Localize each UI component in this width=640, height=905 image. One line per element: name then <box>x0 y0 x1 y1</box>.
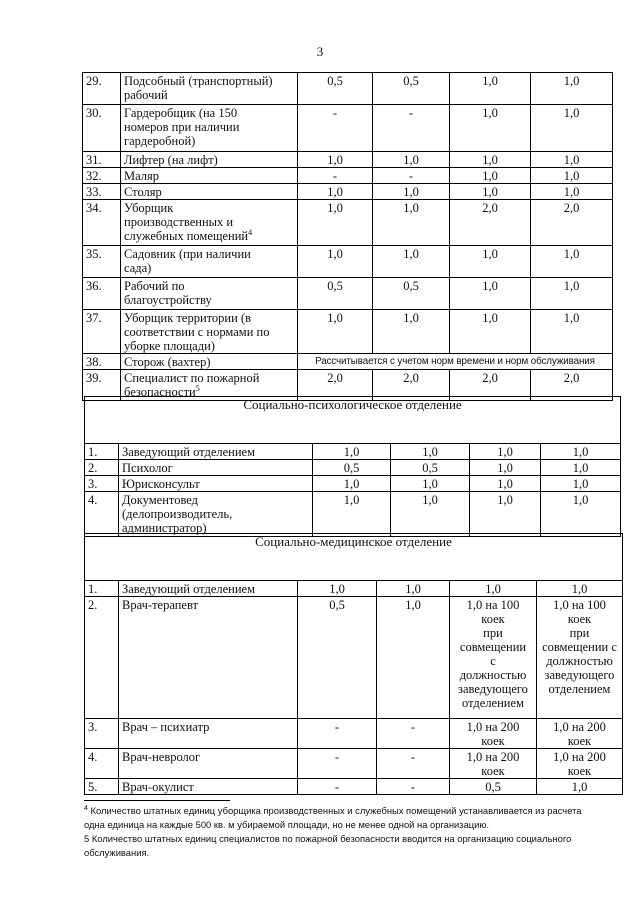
staff-units-cell: 1,0 <box>450 168 531 184</box>
staff-units-cell: 0,5 <box>450 779 537 795</box>
staff-units-line <box>540 750 619 764</box>
table-row <box>85 581 623 597</box>
footnote-separator <box>84 800 230 801</box>
staff-units-cell: 2,0 <box>450 200 531 246</box>
staff-units-cell <box>537 749 623 779</box>
calculation-note: Рассчитывается с учетом норм времени и норм обслуживания <box>298 354 613 370</box>
row-number: 4. <box>85 492 119 537</box>
staff-units-line <box>453 598 533 612</box>
position-name-line <box>124 201 294 215</box>
row-number: 2. <box>85 597 119 719</box>
staff-units-line <box>453 654 533 668</box>
position-name-line <box>124 355 294 369</box>
staff-units-line <box>540 654 619 668</box>
staff-units-cell <box>450 597 537 719</box>
position-name-line <box>122 507 309 521</box>
section-header-row <box>85 397 621 444</box>
table-row <box>85 444 621 460</box>
position-name-text: Сторож (вахтер) <box>124 355 211 369</box>
position-name-text: Специалист по пожарной <box>124 371 260 385</box>
footnote-ref: 5 <box>195 383 200 393</box>
staff-units-text: коек <box>567 764 592 778</box>
staff-units-cell <box>537 597 623 719</box>
staff-units-text: заведующего <box>544 668 615 682</box>
staff-units-text: отделением <box>462 696 524 710</box>
staff-units-cell: 1,0 <box>531 246 613 278</box>
position-name-line <box>122 720 294 734</box>
position-name-text: (делопроизводитель, <box>122 507 233 521</box>
staff-units-line <box>453 734 533 748</box>
row-number: 5. <box>85 779 119 795</box>
staff-units-cell: 1,0 <box>450 310 531 354</box>
position-name <box>121 168 298 184</box>
position-name-text: Маляр <box>124 169 160 183</box>
staff-units-cell: - <box>298 749 377 779</box>
staff-units-text: при <box>483 626 503 640</box>
position-name <box>119 476 313 492</box>
staff-units-cell: - <box>298 719 377 749</box>
staff-units-cell: 0,5 <box>298 278 373 310</box>
staff-units-text: с <box>490 654 496 668</box>
staff-units-cell: 1,0 <box>541 444 621 460</box>
staff-units-text: 1,0 на 200 <box>553 750 606 764</box>
footnote-line: одна единица на каждые 500 кв. м убираемой площади, но не менее одной на организацию. <box>84 819 490 830</box>
position-name <box>119 492 313 537</box>
row-number: 35. <box>83 246 121 278</box>
staff-units-text: при <box>569 626 590 640</box>
position-name-line <box>122 445 309 459</box>
position-name-line <box>122 461 309 475</box>
staff-units-cell: 1,0 <box>450 73 531 105</box>
staff-units-cell: 1,0 <box>313 476 391 492</box>
position-name-line <box>124 247 294 261</box>
staff-units-line <box>453 682 533 696</box>
staff-units-cell: 1,0 <box>373 310 450 354</box>
position-name <box>121 246 298 278</box>
position-name-line <box>124 74 294 88</box>
position-name-text: Заведующий отделением <box>122 582 256 596</box>
table-row <box>83 168 613 184</box>
staff-units-line <box>540 682 619 696</box>
row-number: 1. <box>85 444 119 460</box>
table-row <box>83 278 613 310</box>
staff-units-cell: 0,5 <box>313 460 391 476</box>
row-number: 36. <box>83 278 121 310</box>
staff-units-cell: 1,0 <box>450 152 531 168</box>
table-row <box>83 73 613 105</box>
staff-units-text: коек <box>481 612 505 626</box>
table-row <box>83 246 613 278</box>
position-name-text: Психолог <box>122 461 173 475</box>
position-name-text: Юрисконсульт <box>122 477 200 491</box>
staff-units-cell: 1,0 <box>313 444 391 460</box>
staff-units-text: коек <box>481 764 505 778</box>
footnotes <box>84 800 624 860</box>
position-name-line <box>124 311 294 325</box>
staff-units-line <box>540 598 619 612</box>
staff-units-cell: 0,5 <box>373 73 450 105</box>
staff-units-text: коек <box>567 612 592 626</box>
staff-units-line <box>453 626 533 640</box>
staff-table-social-medical <box>84 533 623 795</box>
position-name <box>119 779 298 795</box>
staff-units-cell: 1,0 <box>450 246 531 278</box>
staff-units-cell <box>537 719 623 749</box>
staff-units-cell: - <box>298 105 373 152</box>
position-name-text: соответствии с нормами по <box>124 325 270 339</box>
table-row <box>85 460 621 476</box>
position-name-text: уборке площади) <box>124 339 215 353</box>
staff-units-cell <box>450 749 537 779</box>
position-name-text: номеров при наличии <box>124 120 240 134</box>
row-number: 39. <box>83 370 121 401</box>
staff-units-cell: 1,0 <box>531 168 613 184</box>
position-name-line <box>124 371 294 385</box>
row-number: 30. <box>83 105 121 152</box>
position-name-line <box>122 477 309 491</box>
position-name-line <box>124 261 294 275</box>
staff-units-cell: 1,0 <box>377 597 450 719</box>
staff-units-cell: - <box>298 779 377 795</box>
staff-units-cell: 2,0 <box>373 370 450 401</box>
staff-units-line <box>540 640 619 654</box>
table-row <box>83 200 613 246</box>
position-name-text: Уборщик <box>124 201 174 215</box>
position-name-line <box>124 88 294 102</box>
staff-units-cell: - <box>373 168 450 184</box>
footnote-line: Количество штатных единиц уборщика производственных и служебных помещений устанавливается из расчета <box>90 805 582 816</box>
row-number: 3. <box>85 476 119 492</box>
position-name-text: благоустройству <box>124 293 212 307</box>
staff-units-cell: 1,0 <box>470 460 541 476</box>
staff-units-cell: 1,0 <box>373 246 450 278</box>
staff-units-cell: 1,0 <box>470 476 541 492</box>
staff-units-cell: 1,0 <box>470 492 541 537</box>
staff-units-line <box>453 720 533 734</box>
position-name-line <box>124 106 294 120</box>
position-name-text: сада) <box>124 261 152 275</box>
position-name <box>121 152 298 168</box>
staff-units-text: коек <box>481 734 505 748</box>
staff-units-text: отделением <box>548 682 611 696</box>
position-name-line <box>124 120 294 134</box>
staff-units-cell: 1,0 <box>531 105 613 152</box>
staff-units-cell: 1,0 <box>531 310 613 354</box>
staff-units-line <box>453 764 533 778</box>
staff-units-line <box>540 764 619 778</box>
position-name <box>121 105 298 152</box>
position-name-text: Документовед <box>122 493 199 507</box>
staff-units-text: 1,0 на 100 <box>466 598 520 612</box>
position-name-line <box>124 293 294 307</box>
staff-units-text: совмещении <box>459 640 527 654</box>
staff-units-cell: 1,0 <box>298 152 373 168</box>
position-name-line <box>122 493 309 507</box>
position-name-line <box>124 339 294 353</box>
table-row <box>85 719 623 749</box>
staff-units-cell: 1,0 <box>541 476 621 492</box>
table-row <box>85 597 623 719</box>
position-name <box>119 460 313 476</box>
footnote-mark: 5 <box>84 833 90 844</box>
staff-units-text: совмещении с <box>542 640 617 654</box>
section-title: Социально-медицинское отделение <box>85 534 623 581</box>
row-number: 34. <box>83 200 121 246</box>
staff-units-cell: - <box>377 779 450 795</box>
footnote-line: Количество штатных единиц специалистов по пожарной безопасности вводится на организацию социального <box>91 833 572 844</box>
staff-units-text: 1,0 на 200 <box>466 720 520 734</box>
section-header-row <box>85 534 623 581</box>
position-name-text: Столяр <box>124 185 162 199</box>
table-row <box>83 184 613 200</box>
row-number: 37. <box>83 310 121 354</box>
staff-units-cell: 1,0 <box>450 105 531 152</box>
footnote-line: обслуживания. <box>84 847 150 858</box>
position-name-text: Гардеробщик (на 150 <box>124 106 238 120</box>
staff-units-cell: 1,0 <box>450 278 531 310</box>
position-name-line <box>124 229 294 243</box>
position-name-text: производственных и <box>124 215 234 229</box>
row-number: 4. <box>85 749 119 779</box>
staff-units-cell: 1,0 <box>373 184 450 200</box>
staff-units-cell: - <box>377 719 450 749</box>
position-name <box>121 200 298 246</box>
footnote-5 <box>84 832 624 860</box>
staff-units-line <box>453 696 533 710</box>
table-row <box>83 354 613 370</box>
staff-units-text: должностью <box>459 668 527 682</box>
position-name-line <box>122 750 294 764</box>
staff-units-cell: 1,0 <box>541 460 621 476</box>
position-name <box>119 581 298 597</box>
staff-table-main <box>82 72 613 401</box>
position-name-line <box>122 598 294 612</box>
position-name-line <box>124 169 294 183</box>
position-name-text: гардеробной) <box>124 134 196 148</box>
position-name-text: Врач – психиатр <box>122 720 210 734</box>
staff-units-cell: 0,5 <box>391 460 470 476</box>
position-name-line <box>124 215 294 229</box>
staff-units-cell: 1,0 <box>531 278 613 310</box>
position-name <box>121 73 298 105</box>
row-number: 3. <box>85 719 119 749</box>
position-name-line <box>122 582 294 596</box>
staff-table-social-psychological <box>84 396 621 537</box>
staff-units-cell: 2,0 <box>531 200 613 246</box>
staff-units-cell: 1,0 <box>531 184 613 200</box>
staff-units-cell: 2,0 <box>531 370 613 401</box>
position-name-text: рабочий <box>124 88 168 102</box>
row-number: 33. <box>83 184 121 200</box>
staff-units-text: коек <box>567 734 592 748</box>
staff-units-cell: 1,0 <box>541 492 621 537</box>
position-name-text: Рабочий по <box>124 279 185 293</box>
position-name-text: Врач-невролог <box>122 750 201 764</box>
staff-units-cell: 1,0 <box>531 73 613 105</box>
staff-units-cell: 1,0 <box>537 779 623 795</box>
staff-units-cell <box>450 719 537 749</box>
position-name-line <box>124 134 294 148</box>
position-name-line <box>124 185 294 199</box>
staff-units-cell: 0,5 <box>373 278 450 310</box>
staff-units-line <box>540 720 619 734</box>
staff-units-cell: 0,5 <box>298 597 377 719</box>
position-name <box>119 444 313 460</box>
position-name <box>121 354 298 370</box>
staff-units-cell: 1,0 <box>313 492 391 537</box>
position-name-text: служебных помещений <box>124 229 249 243</box>
position-name-text: администратор) <box>122 521 207 535</box>
staff-units-cell: 1,0 <box>537 581 623 597</box>
position-name-line <box>124 279 294 293</box>
staff-units-cell: 1,0 <box>391 476 470 492</box>
position-name <box>119 749 298 779</box>
position-name-text: Врач-окулист <box>122 780 194 794</box>
staff-units-text: заведующего <box>458 682 528 696</box>
position-name <box>119 719 298 749</box>
table-row <box>83 310 613 354</box>
staff-units-line <box>453 668 533 682</box>
staff-units-cell: 1,0 <box>470 444 541 460</box>
table-row <box>85 779 623 795</box>
staff-units-cell: 0,5 <box>298 73 373 105</box>
staff-units-cell: 1,0 <box>450 581 537 597</box>
row-number: 29. <box>83 73 121 105</box>
row-number: 32. <box>83 168 121 184</box>
table-row <box>83 105 613 152</box>
footnote-ref: 4 <box>248 227 253 237</box>
staff-units-cell: 1,0 <box>298 581 377 597</box>
staff-units-cell: 1,0 <box>298 184 373 200</box>
staff-units-text: 1,0 на 200 <box>466 750 520 764</box>
position-name-text: Заведующий отделением <box>122 445 256 459</box>
table-row <box>85 476 621 492</box>
staff-units-line <box>540 734 619 748</box>
position-name-text: Подсобный (транспортный) <box>124 74 273 88</box>
row-number: 2. <box>85 460 119 476</box>
staff-units-cell: 1,0 <box>377 581 450 597</box>
footnote-mark: 4 <box>84 804 88 812</box>
staff-units-line <box>453 640 533 654</box>
position-name <box>121 184 298 200</box>
staff-units-cell: - <box>298 168 373 184</box>
section-title: Социально-психологическое отделение <box>85 397 621 444</box>
staff-units-text: должностью <box>546 654 613 668</box>
staff-units-line <box>453 612 533 626</box>
staff-units-cell: - <box>373 105 450 152</box>
staff-units-cell: 1,0 <box>373 152 450 168</box>
row-number: 31. <box>83 152 121 168</box>
position-name-text: Лифтер (на лифт) <box>124 153 218 167</box>
row-number: 1. <box>85 581 119 597</box>
position-name-line <box>124 325 294 339</box>
staff-units-cell: 1,0 <box>298 310 373 354</box>
staff-units-cell: 1,0 <box>391 492 470 537</box>
staff-units-cell: 1,0 <box>450 184 531 200</box>
position-name-text: Уборщик территории (в <box>124 311 252 325</box>
staff-units-cell: 1,0 <box>531 152 613 168</box>
position-name-text: Садовник (при наличии <box>124 247 251 261</box>
position-name-line <box>122 780 294 794</box>
staff-units-cell: 2,0 <box>450 370 531 401</box>
staff-units-line <box>540 668 619 682</box>
staff-units-text: 1,0 на 200 <box>553 720 606 734</box>
position-name-line <box>124 153 294 167</box>
table-row <box>85 749 623 779</box>
position-name <box>121 278 298 310</box>
staff-units-cell: 1,0 <box>298 246 373 278</box>
staff-units-cell: 1,0 <box>373 200 450 246</box>
position-name-text: Врач-терапевт <box>122 598 199 612</box>
row-number: 38. <box>83 354 121 370</box>
staff-units-line <box>540 612 619 626</box>
staff-units-cell: 1,0 <box>391 444 470 460</box>
position-name <box>121 310 298 354</box>
table-row <box>85 492 621 537</box>
footnote-4 <box>84 804 624 832</box>
staff-units-cell: - <box>377 749 450 779</box>
staff-units-cell: 2,0 <box>298 370 373 401</box>
staff-units-line <box>540 626 619 640</box>
position-name <box>119 597 298 719</box>
page-number: 3 <box>316 44 324 59</box>
staff-units-line <box>453 750 533 764</box>
table-row <box>83 152 613 168</box>
position-name-text: безопасности <box>124 385 196 399</box>
staff-units-cell: 1,0 <box>298 200 373 246</box>
staff-units-text: 1,0 на 100 <box>553 598 606 612</box>
